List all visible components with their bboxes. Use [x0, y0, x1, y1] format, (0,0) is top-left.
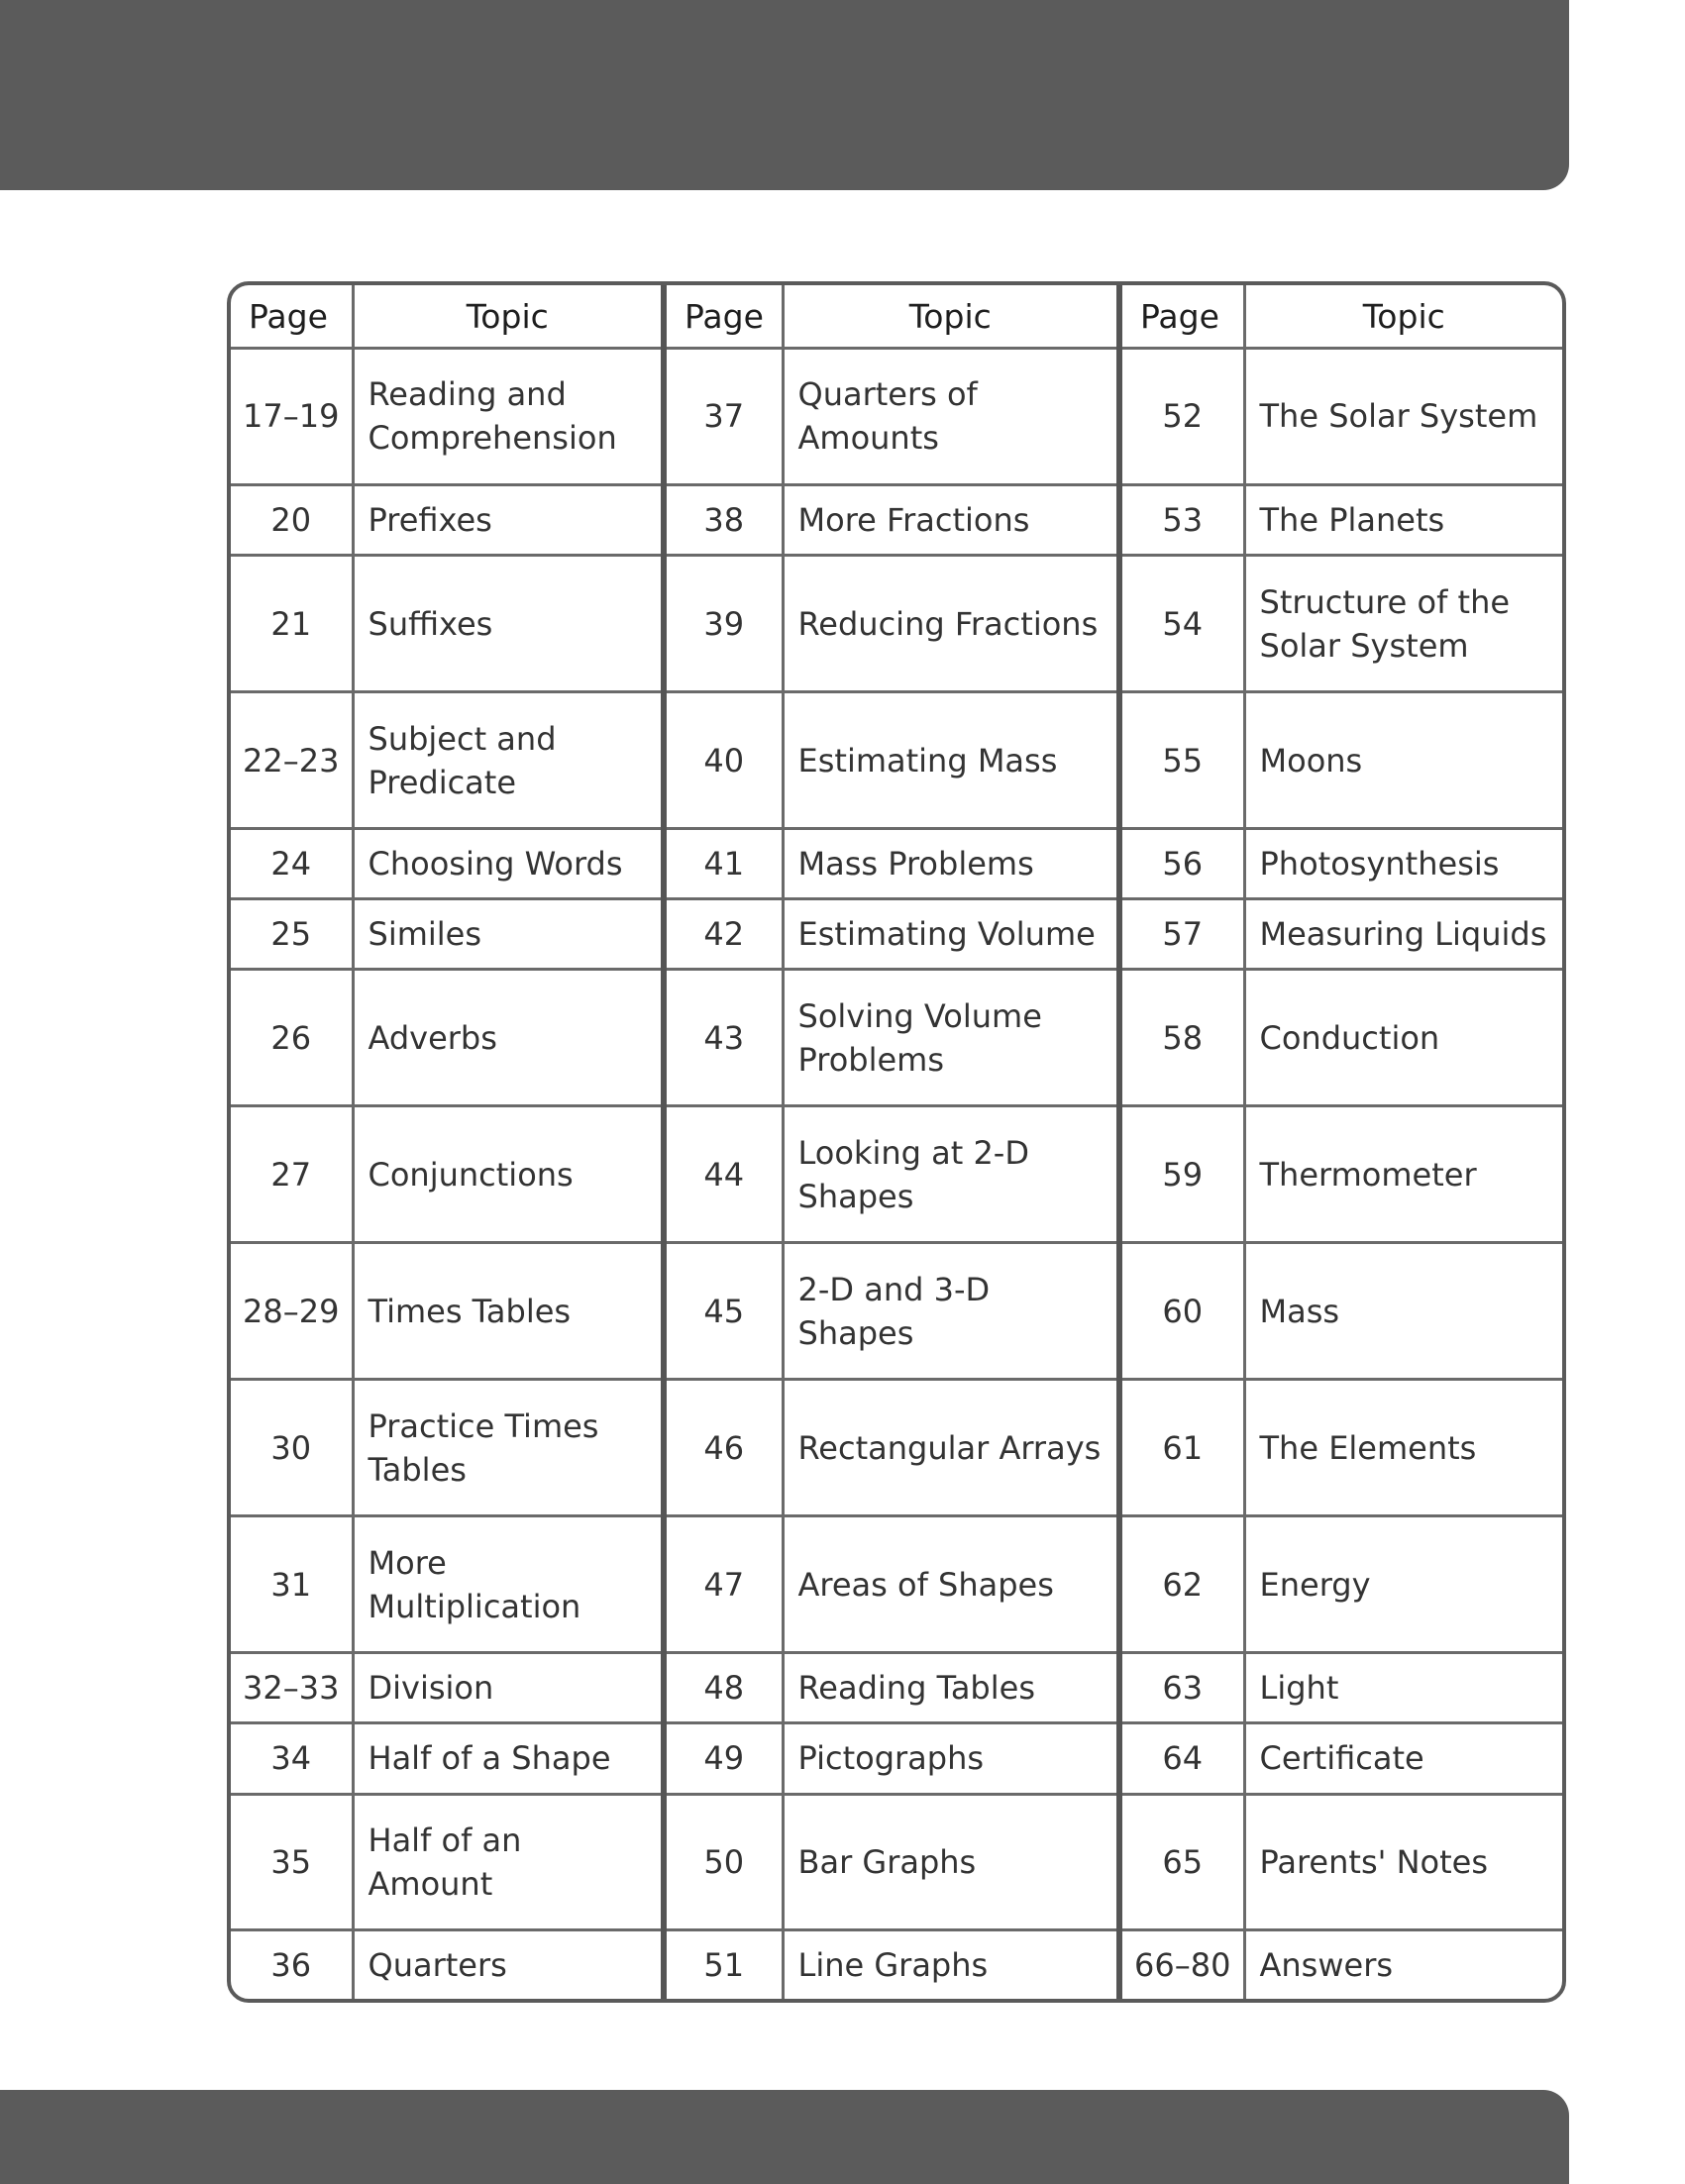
page-number-cell: 36 — [231, 1930, 353, 1999]
table-row — [231, 1106, 1562, 1243]
page-number-cell: 61 — [1119, 1380, 1244, 1516]
page-number-cell: 55 — [1119, 692, 1244, 829]
page-number-cell: 56 — [1119, 829, 1244, 899]
table-row — [231, 556, 1562, 692]
topic-cell: Half of a Shape — [353, 1723, 664, 1794]
page-number-cell: 53 — [1119, 484, 1244, 555]
page-number-cell: 46 — [664, 1380, 783, 1516]
contents-table — [231, 285, 1562, 1999]
page-column-header: Page — [1119, 285, 1244, 349]
page-number-cell: 26 — [231, 970, 353, 1106]
topic-cell: Certificate — [1244, 1723, 1562, 1794]
topic-cell: Answers — [1244, 1930, 1562, 1999]
page-column-header: Page — [664, 285, 783, 349]
topic-cell: Practice Times Tables — [353, 1380, 664, 1516]
topic-cell: The Elements — [1244, 1380, 1562, 1516]
page-number-cell: 27 — [231, 1106, 353, 1243]
topic-cell: Light — [1244, 1653, 1562, 1723]
page-number-cell: 20 — [231, 484, 353, 555]
page-number-cell: 34 — [231, 1723, 353, 1794]
page-number-cell: 50 — [664, 1794, 783, 1930]
table-row — [231, 1930, 1562, 1999]
contents-table-frame — [227, 281, 1566, 2003]
topic-cell: Pictographs — [783, 1723, 1119, 1794]
topic-cell: The Solar System — [1244, 349, 1562, 485]
page-number-cell: 43 — [664, 970, 783, 1106]
table-row — [231, 1380, 1562, 1516]
page-number-cell: 28–29 — [231, 1243, 353, 1380]
page-number-cell: 21 — [231, 556, 353, 692]
topic-cell: Division — [353, 1653, 664, 1723]
topic-cell: Estimating Volume — [783, 899, 1119, 970]
top-header-band — [0, 0, 1569, 190]
table-row — [231, 899, 1562, 970]
topic-cell: Choosing Words — [353, 829, 664, 899]
topic-cell: Reducing Fractions — [783, 556, 1119, 692]
page-number-cell: 49 — [664, 1723, 783, 1794]
page-number-cell: 47 — [664, 1516, 783, 1653]
page-number-cell: 41 — [664, 829, 783, 899]
table-row — [231, 692, 1562, 829]
page-number-cell: 51 — [664, 1930, 783, 1999]
header-row — [231, 285, 1562, 349]
table-row — [231, 1516, 1562, 1653]
topic-cell: Similes — [353, 899, 664, 970]
table-row — [231, 1794, 1562, 1930]
topic-cell: More Fractions — [783, 484, 1119, 555]
topic-cell: Mass — [1244, 1243, 1562, 1380]
topic-cell: Structure of the Solar System — [1244, 556, 1562, 692]
table-row — [231, 1653, 1562, 1723]
table-row — [231, 349, 1562, 485]
page-number-cell: 31 — [231, 1516, 353, 1653]
table-row — [231, 970, 1562, 1106]
topic-cell: Areas of Shapes — [783, 1516, 1119, 1653]
topic-cell: Times Tables — [353, 1243, 664, 1380]
page-number-cell: 52 — [1119, 349, 1244, 485]
topic-cell: Estimating Mass — [783, 692, 1119, 829]
page-number-cell: 63 — [1119, 1653, 1244, 1723]
table-row — [231, 1723, 1562, 1794]
table-row — [231, 829, 1562, 899]
page-column-header: Page — [231, 285, 353, 349]
topic-cell: Rectangular Arrays — [783, 1380, 1119, 1516]
page-number-cell: 25 — [231, 899, 353, 970]
page-number-cell: 35 — [231, 1794, 353, 1930]
topic-cell: Subject and Predicate — [353, 692, 664, 829]
topic-cell: Mass Problems — [783, 829, 1119, 899]
page-number-cell: 38 — [664, 484, 783, 555]
page-number-cell: 40 — [664, 692, 783, 829]
topic-cell: Photosynthesis — [1244, 829, 1562, 899]
page-number-cell: 17–19 — [231, 349, 353, 485]
topic-cell: Suffixes — [353, 556, 664, 692]
page-number-cell: 58 — [1119, 970, 1244, 1106]
topic-cell: Thermometer — [1244, 1106, 1562, 1243]
topic-cell: Measuring Liquids — [1244, 899, 1562, 970]
topic-cell: Quarters — [353, 1930, 664, 1999]
topic-cell: Solving Volume Problems — [783, 970, 1119, 1106]
topic-cell: Line Graphs — [783, 1930, 1119, 1999]
topic-column-header: Topic — [353, 285, 664, 349]
page-number-cell: 62 — [1119, 1516, 1244, 1653]
topic-cell: Moons — [1244, 692, 1562, 829]
page-number-cell: 24 — [231, 829, 353, 899]
table-row — [231, 1243, 1562, 1380]
page-number-cell: 57 — [1119, 899, 1244, 970]
topic-column-header: Topic — [1244, 285, 1562, 349]
contents-table-body — [231, 349, 1562, 2000]
topic-cell: Adverbs — [353, 970, 664, 1106]
topic-cell: Energy — [1244, 1516, 1562, 1653]
page-number-cell: 45 — [664, 1243, 783, 1380]
page-number-cell: 54 — [1119, 556, 1244, 692]
topic-cell: Conjunctions — [353, 1106, 664, 1243]
page-number-cell: 42 — [664, 899, 783, 970]
topic-column-header: Topic — [783, 285, 1119, 349]
topic-cell: Conduction — [1244, 970, 1562, 1106]
topic-cell: 2-D and 3-D Shapes — [783, 1243, 1119, 1380]
topic-cell: More Multiplication — [353, 1516, 664, 1653]
topic-cell: Quarters of Amounts — [783, 349, 1119, 485]
page-number-cell: 64 — [1119, 1723, 1244, 1794]
topic-cell: Parents' Notes — [1244, 1794, 1562, 1930]
page-number-cell: 66–80 — [1119, 1930, 1244, 1999]
page-number-cell: 32–33 — [231, 1653, 353, 1723]
topic-cell: Bar Graphs — [783, 1794, 1119, 1930]
page-number-cell: 60 — [1119, 1243, 1244, 1380]
topic-cell: Looking at 2-D Shapes — [783, 1106, 1119, 1243]
topic-cell: Reading and Comprehension — [353, 349, 664, 485]
topic-cell: Half of an Amount — [353, 1794, 664, 1930]
topic-cell: Reading Tables — [783, 1653, 1119, 1723]
page-number-cell: 44 — [664, 1106, 783, 1243]
bottom-footer-band — [0, 2090, 1569, 2184]
page-number-cell: 22–23 — [231, 692, 353, 829]
page-number-cell: 37 — [664, 349, 783, 485]
topic-cell: The Planets — [1244, 484, 1562, 555]
page-number-cell: 30 — [231, 1380, 353, 1516]
topic-cell: Prefixes — [353, 484, 664, 555]
page-number-cell: 39 — [664, 556, 783, 692]
table-row — [231, 484, 1562, 555]
page-number-cell: 48 — [664, 1653, 783, 1723]
page-number-cell: 59 — [1119, 1106, 1244, 1243]
page-number-cell: 65 — [1119, 1794, 1244, 1930]
